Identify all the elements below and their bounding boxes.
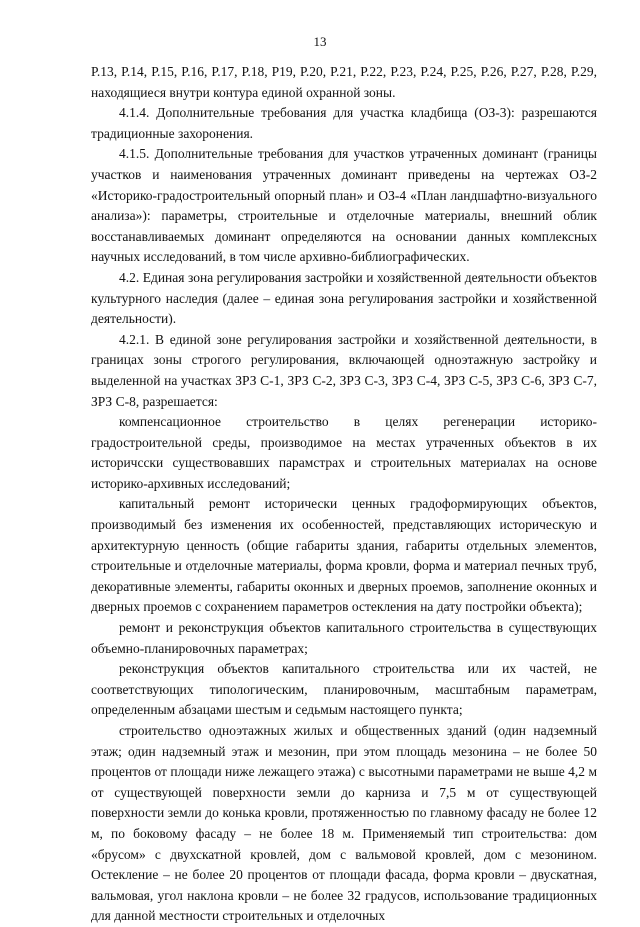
document-body <box>91 62 597 927</box>
paragraph-4-1-4: 4.1.4. Дополнительные требования для участка кладбища (ОЗ-3): разрешаются традиционные захоронения. <box>91 105 597 141</box>
list-item-one-storey-construction: строительство одноэтажных жилых и общественных зданий (один надземный этаж; один надземный этаж и мезонин, при этом площадь мезонина – не более 50 процентов от площади ниже лежащего этажа) с высотными параметрами не выше 4,2 м от существующей поверхности земли до карниза и 7,5 м от существующей поверхности земли до конька кровли, протяженностью по главному фасаду не более 12 м, по боковому фасаду – не более 18 м. Применяемый тип строительства: дом «брусом» с двухскатной кровлей, дом с вальмовой кровлей, дом с мезонином. Остекление – не более 20 процентов от площади фасада, форма кровли – двускатная, вальмовая, угол наклона кровли – не более 32 градусов, использование традиционных для данной местности строительных и отделочных <box>91 723 597 924</box>
list-item-repair-reconstruction: ремонт и реконструкция объектов капитального строительства в существующих объемно-планировочных параметрах; <box>91 620 597 656</box>
list-item-reconstruction-nonconforming: реконструкция объектов капитального строительства или их частей, не соответствующих типологическим, планировочным, масштабным параметрам, определенным абзацами шестым и седьмым настоящего пункта; <box>91 661 597 718</box>
list-item-capital-repair: капитальный ремонт исторически ценных градоформирующих объектов, производимый без изменения их особенностей, представляющих историческую и архитектурную ценность (общие габариты здания, габариты отдельных элементов, строительные и отделочные материалы, форма кровли, форма и материал печных труб, декоративные элементы, габариты оконных и дверных проемов, заполнение оконных и дверных проемов с сохранением параметров остекления на дату постройки объекта); <box>91 496 597 615</box>
page-number: 13 <box>313 34 327 49</box>
paragraph-4-2: 4.2. Единая зона регулирования застройки и хозяйственной деятельности объектов культурного наследия (далее – единая зона регулирования застройки и хозяйственной деятельности). <box>91 269 597 327</box>
paragraph-4-1-5: 4.1.5. Дополнительные требования для участков утраченных доминант (границы участков и наименования утраченных доминант приведены на чертежах ОЗ-2 «Историко-градостроительный опорный план» и ОЗ-4 «План ландшафтно-визуального анализа»): параметры, строительные и отделочные материалы, внешний облик восстанавливаемых доминант определяются на основании данных комплексных научных исследований, в том числе архивно-библиографических. <box>91 146 597 265</box>
paragraph-4-2-1: 4.2.1. В единой зоне регулирования застройки и хозяйственной деятельности, в границах зоны строгого регулирования, включающей одноэтажную застройку и выделенной на участках ЗРЗ С-1, ЗРЗ С-2, ЗРЗ С-3, ЗРЗ С-4, ЗРЗ С-5, ЗРЗ С-6, ЗРЗ С-7, ЗРЗ С-8, разрешается: <box>91 331 597 409</box>
paragraph-continuation: Р.13, Р.14, Р.15, Р.16, Р.17, Р.18, Р19, Р.20, Р.21, Р.22, Р.23, Р.24, Р.25, Р.26, Р.27, Р.28, Р.29, находящиеся внутри контура единой охранной зоны. <box>91 64 597 100</box>
list-item-compensation-construction: компенсационное строительство в целях регенерации историко-градостроительной среды, производимое на местах утраченных объектов в их историчсски существовавших парамстрах и строительных материалах на основе историко-архивных исследований; <box>91 414 597 491</box>
